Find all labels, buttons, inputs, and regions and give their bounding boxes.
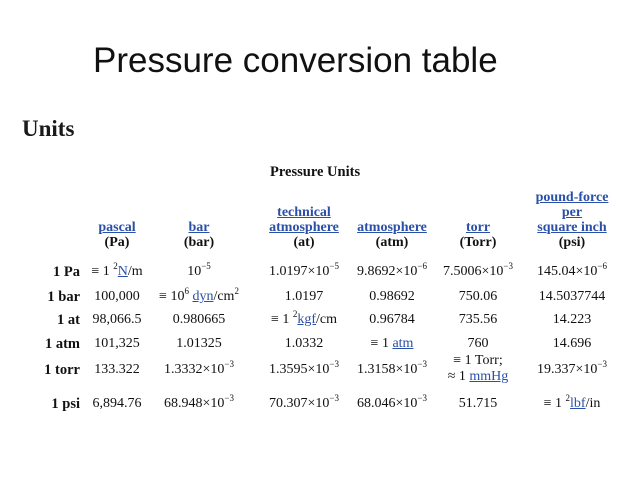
cell-value: 101,325 [94, 336, 140, 351]
cell-value: 735.56 [458, 312, 498, 327]
table-cell [357, 261, 427, 280]
table-cell [93, 312, 142, 328]
column-name-link[interactable]: technical [277, 205, 331, 220]
table-cell [553, 336, 592, 352]
superscript: 2 [113, 261, 118, 271]
column-header-4 [460, 220, 497, 250]
column-unit: (at) [293, 235, 315, 250]
table-cell [459, 289, 498, 305]
superscript: −3 [503, 261, 513, 271]
cell-value: ≡ $10^6$ dyn/$cm^2$ [159, 286, 239, 304]
row-label: 1 at [57, 312, 80, 328]
table-cell [269, 393, 339, 412]
table-cell [164, 393, 234, 412]
column-header-0 [98, 220, 135, 250]
table-cell [94, 289, 140, 305]
column-name-link[interactable]: atmosphere [269, 220, 339, 235]
column-header-5 [536, 190, 609, 250]
cell-value: $1.0197\times 10^{-5}$ [269, 261, 339, 279]
cell-value: $19.337\times 10^{-3}$ [537, 359, 607, 377]
cell-value: 6,894.76 [92, 396, 142, 411]
cell-value: ≡ 1 $^2$N/m [91, 261, 143, 279]
table-cell [93, 396, 142, 412]
superscript: −3 [417, 359, 427, 369]
column-header-2 [269, 205, 339, 250]
cell-value: $68.948\times 10^{-3}$ [164, 393, 234, 411]
table-cell [159, 286, 239, 305]
superscript: −6 [417, 261, 427, 271]
cell-value: ≡ 1 $^2$kgf/cm [270, 309, 338, 327]
row-label: 1 atm [44, 336, 80, 352]
superscript: 6 [184, 286, 189, 296]
column-name-link[interactable]: atmosphere [357, 220, 427, 235]
cell-value: 1.0197 [284, 289, 324, 304]
superscript: −6 [597, 261, 607, 271]
table-cell [285, 336, 324, 352]
cell-value: 0.980665 [172, 312, 226, 327]
row-label: 1 torr [44, 362, 80, 378]
cell-value: $9.8692\times 10^{-6}$ [357, 261, 427, 279]
table-cell [537, 359, 607, 378]
column-unit: (psi) [558, 235, 586, 250]
table-cell [443, 261, 513, 280]
table-cell [285, 289, 324, 305]
superscript: −3 [417, 393, 427, 403]
table-cell [176, 336, 222, 352]
table-cell [164, 359, 234, 378]
cell-value: ≡ 1 $^2$lbf/in [543, 393, 601, 411]
column-name-link[interactable]: pound-force [535, 190, 609, 205]
cell-value: 14.223 [552, 312, 592, 327]
column-name-link[interactable]: per [561, 205, 583, 220]
unit-link[interactable]: N [117, 264, 128, 279]
cell-value: 0.98692 [369, 289, 415, 304]
cell-value: 750.06 [458, 289, 498, 304]
cell-value: $1.3158\times 10^{-3}$ [357, 359, 427, 377]
table-cell [269, 261, 339, 280]
column-unit: (atm) [375, 235, 409, 250]
cell-value: ≈ 1 mmHg [447, 369, 509, 384]
table-cell [537, 261, 607, 280]
column-unit: (Torr) [459, 235, 497, 250]
table-cell [553, 312, 592, 328]
section-heading: Units [22, 116, 75, 141]
superscript: −3 [329, 393, 339, 403]
cell-value: $7.5006\times 10^{-3}$ [443, 261, 513, 279]
column-name-link[interactable]: bar [188, 220, 210, 235]
cell-value: 133.322 [94, 362, 140, 377]
cell-value: $1.3332\times 10^{-3}$ [164, 359, 234, 377]
cell-value: $68.046\times 10^{-3}$ [357, 393, 427, 411]
table-caption: Pressure Units [270, 164, 361, 180]
row-label: 1 bar [47, 289, 80, 305]
unit-link[interactable]: mmHg [469, 369, 509, 384]
column-unit: (bar) [183, 235, 215, 250]
table-cell [269, 359, 339, 378]
column-name-link[interactable]: square inch [537, 220, 607, 235]
cell-value: $70.307\times 10^{-3}$ [269, 393, 339, 411]
cell-value: 14.696 [552, 336, 592, 351]
table-cell [173, 312, 226, 328]
cell-value: 98,066.5 [92, 312, 142, 327]
cell-value: 100,000 [94, 289, 140, 304]
cell-value: 14.5037744 [538, 289, 606, 304]
superscript: −3 [597, 359, 607, 369]
table-cell [357, 359, 427, 378]
column-header-3 [357, 220, 427, 250]
table-cell [91, 261, 143, 280]
superscript: −5 [329, 261, 339, 271]
table-cell [94, 362, 140, 378]
table-cell [270, 309, 338, 328]
cell-value: 1.01325 [176, 336, 222, 351]
unit-link[interactable]: atm [392, 336, 414, 351]
cell-line: ≡ 1 Torr; [453, 353, 503, 368]
table-cell [369, 289, 415, 305]
table-cell [371, 336, 414, 352]
unit-link[interactable]: dyn [192, 289, 214, 304]
row-label: 1 psi [51, 396, 80, 412]
table-cell [448, 353, 509, 385]
superscript: 2 [565, 393, 571, 403]
cell-value: $10^{-5}$ [187, 261, 211, 279]
table-cell [357, 393, 427, 412]
table-cell [459, 312, 498, 328]
table-cell [94, 336, 140, 352]
superscript: −3 [224, 393, 234, 403]
table-cell [187, 261, 211, 280]
superscript: −5 [201, 261, 211, 271]
cell-value: 760 [467, 336, 489, 351]
cell-value: 0.96784 [369, 312, 415, 327]
superscript: −3 [224, 359, 234, 369]
row-label: 1 Pa [53, 264, 80, 280]
table-cell [539, 289, 606, 305]
table-cell [369, 312, 415, 328]
cell-value: 1.0332 [284, 336, 324, 351]
column-unit: (Pa) [104, 235, 130, 250]
column-name-link[interactable]: torr [465, 220, 491, 235]
table-cell [543, 393, 601, 412]
superscript: 2 [292, 309, 298, 319]
cell-value: ≡ 1 atm [370, 336, 414, 351]
superscript: 2 [234, 286, 239, 296]
slide-title: Pressure conversion table [93, 41, 498, 80]
cell-value: $1.3595\times 10^{-3}$ [269, 359, 339, 377]
cell-value: 51.715 [458, 396, 498, 411]
cell-value: $145.04\times 10^{-6}$ [537, 261, 607, 279]
unit-link[interactable]: lbf [570, 396, 586, 411]
column-name-link[interactable]: pascal [98, 220, 136, 235]
superscript: −3 [329, 359, 339, 369]
unit-link[interactable]: kgf [297, 312, 317, 327]
table-cell [459, 396, 498, 412]
column-header-1 [184, 220, 214, 250]
table-cell [468, 336, 489, 352]
